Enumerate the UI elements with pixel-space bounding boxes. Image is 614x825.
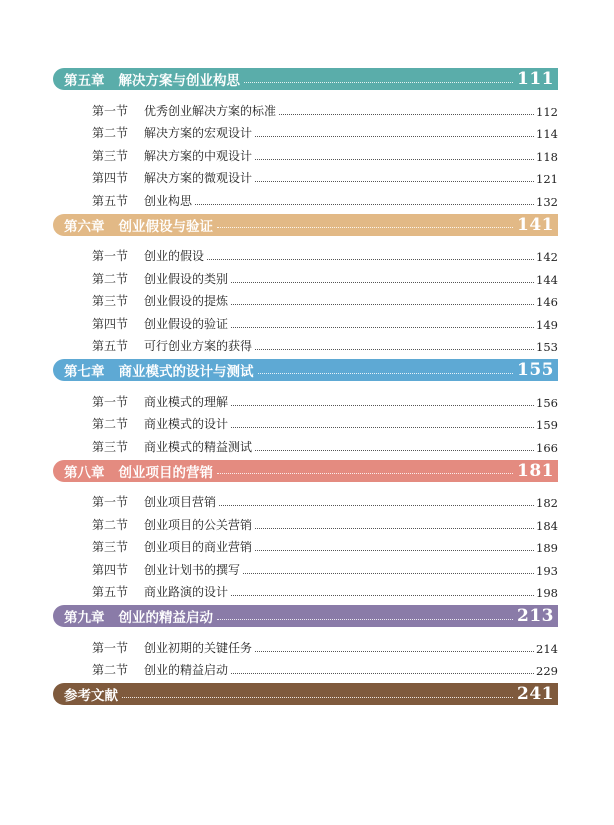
section-number: 第五节 (92, 193, 129, 208)
leader-dots (255, 450, 534, 451)
section-entry[interactable] (53, 656, 558, 679)
section-number: 第三节 (92, 439, 129, 454)
chapter-header[interactable] (53, 605, 558, 627)
section-number: 第二节 (92, 663, 129, 677)
section-page-number: 114 (536, 127, 558, 141)
section-page-number: 149 (536, 317, 558, 332)
chapter-title: 创业项目的营销 (118, 464, 213, 481)
section-number: 第三节 (92, 540, 129, 554)
chapter-number: 第六章 (64, 218, 105, 235)
section-page-number: 153 (536, 340, 558, 354)
section-title: 优秀创业解决方案的标准 (144, 103, 277, 118)
chapter-page-number: 111 (517, 69, 554, 89)
chapter-title: 商业模式的设计与测试 (118, 364, 254, 380)
leader-dots (231, 673, 534, 674)
section-entry[interactable] (53, 119, 558, 142)
leader-dots (231, 427, 534, 428)
section-entry[interactable] (53, 242, 558, 265)
section-number: 第四节 (92, 316, 129, 331)
chapter-header[interactable] (53, 359, 558, 381)
section-title: 创业的假设 (144, 249, 205, 263)
chapter-page-number: 155 (517, 360, 554, 380)
chapter-title: 创业假设与验证 (118, 218, 213, 235)
section-title: 创业项目营销 (144, 495, 217, 509)
section-number: 第四节 (92, 171, 129, 185)
chapter-number: 第八章 (64, 464, 105, 481)
section-entry[interactable] (53, 164, 558, 187)
chapter-number: 第九章 (64, 610, 105, 626)
section-page-number: 112 (536, 104, 558, 119)
section-title: 商业模式的理解 (144, 394, 229, 409)
section-page-number: 189 (536, 541, 558, 555)
chapter-page-number: 141 (517, 214, 554, 235)
leader-dots (258, 373, 514, 374)
section-entry[interactable] (53, 332, 558, 355)
section-number: 第一节 (92, 249, 129, 263)
chapter-group (53, 214, 558, 355)
section-number: 第二节 (92, 126, 129, 140)
section-entry[interactable] (53, 141, 558, 164)
references-page-number: 241 (517, 684, 554, 704)
section-entry[interactable] (53, 555, 558, 578)
section-page-number: 132 (536, 194, 558, 209)
section-title: 商业模式的设计 (144, 417, 229, 431)
leader-dots (195, 204, 534, 205)
section-page-number: 142 (536, 250, 558, 264)
section-entry[interactable] (53, 432, 558, 455)
leader-dots (231, 282, 534, 283)
section-number: 第二节 (92, 517, 129, 532)
leader-dots (219, 505, 534, 506)
chapter-group (53, 605, 558, 678)
section-title: 创业假设的类别 (144, 271, 229, 286)
chapter-group (53, 359, 558, 455)
leader-dots (255, 136, 534, 137)
leader-dots (231, 595, 534, 596)
chapter-page-number: 213 (517, 606, 554, 626)
section-title: 创业项目的商业营销 (144, 540, 253, 554)
section-entry[interactable] (53, 309, 558, 332)
section-title: 创业计划书的撰写 (144, 562, 241, 577)
section-entry[interactable] (53, 533, 558, 556)
chapter-title: 创业的精益启动 (118, 610, 213, 626)
section-number: 第三节 (92, 148, 129, 163)
section-title: 创业项目的公关营销 (144, 517, 253, 532)
leader-dots (231, 304, 534, 305)
section-title: 商业模式的精益测试 (144, 439, 253, 454)
section-number: 第五节 (92, 339, 129, 353)
chapter-group (53, 460, 558, 601)
section-entry[interactable] (53, 287, 558, 310)
section-page-number: 156 (536, 395, 558, 410)
section-number: 第一节 (92, 103, 129, 118)
table-of-contents (53, 68, 558, 711)
leader-dots (207, 259, 534, 260)
chapter-title: 解决方案与创业构思 (118, 73, 240, 89)
section-number: 第五节 (92, 585, 129, 599)
leader-dots (217, 619, 513, 620)
section-page-number: 118 (536, 149, 558, 164)
leader-dots (231, 405, 534, 406)
section-title: 创业的精益启动 (144, 663, 229, 677)
section-entry[interactable] (53, 186, 558, 209)
chapter-page-number: 181 (517, 460, 554, 481)
section-title: 商业路演的设计 (144, 585, 229, 599)
section-page-number: 214 (536, 641, 558, 656)
section-page-number: 166 (536, 440, 558, 455)
section-page-number: 159 (536, 418, 558, 432)
section-number: 第一节 (92, 394, 129, 409)
section-page-number: 198 (536, 586, 558, 600)
leader-dots (244, 82, 513, 83)
section-title: 创业初期的关键任务 (144, 640, 253, 655)
section-number: 第三节 (92, 294, 129, 308)
chapter-group (53, 68, 558, 209)
leader-dots (255, 651, 534, 652)
leader-dots (279, 114, 534, 115)
chapter-header[interactable] (53, 460, 558, 482)
leader-dots (243, 573, 534, 574)
section-title: 解决方案的宏观设计 (144, 126, 253, 140)
section-entry[interactable] (53, 96, 558, 119)
section-entry[interactable] (53, 510, 558, 533)
chapter-header[interactable] (53, 68, 558, 90)
references-header[interactable] (53, 683, 558, 705)
leader-dots (231, 327, 534, 328)
leader-dots (255, 349, 534, 350)
section-entry[interactable] (53, 410, 558, 433)
section-page-number: 229 (536, 664, 558, 678)
section-number: 第一节 (92, 640, 129, 655)
section-page-number: 184 (536, 518, 558, 533)
section-number: 第二节 (92, 417, 129, 431)
section-title: 创业假设的验证 (144, 316, 229, 331)
section-number: 第二节 (92, 271, 129, 286)
section-entry[interactable] (53, 578, 558, 601)
leader-dots (122, 697, 513, 698)
leader-dots (255, 159, 534, 160)
leader-dots (217, 227, 513, 228)
section-title: 解决方案的中观设计 (144, 148, 253, 163)
leader-dots (217, 473, 513, 474)
chapter-number: 第七章 (64, 364, 105, 380)
section-title: 可行创业方案的获得 (144, 339, 253, 353)
section-number: 第四节 (92, 562, 129, 577)
references-group (53, 683, 558, 705)
section-page-number: 121 (536, 172, 558, 186)
chapter-header[interactable] (53, 214, 558, 236)
section-page-number: 193 (536, 563, 558, 578)
section-title: 创业构思 (144, 193, 193, 208)
section-page-number: 182 (536, 496, 558, 510)
section-page-number: 144 (536, 272, 558, 287)
leader-dots (255, 528, 534, 529)
section-entry[interactable] (53, 633, 558, 656)
section-number: 第一节 (92, 495, 129, 509)
leader-dots (255, 181, 534, 182)
references-title: 参考文献 (64, 688, 118, 704)
section-page-number: 146 (536, 295, 558, 309)
section-entry[interactable] (53, 387, 558, 410)
section-title: 创业假设的提炼 (144, 294, 229, 308)
section-entry[interactable] (53, 264, 558, 287)
section-entry[interactable] (53, 488, 558, 511)
leader-dots (255, 550, 534, 551)
chapter-number: 第五章 (64, 73, 105, 89)
section-title: 解决方案的微观设计 (144, 171, 253, 185)
